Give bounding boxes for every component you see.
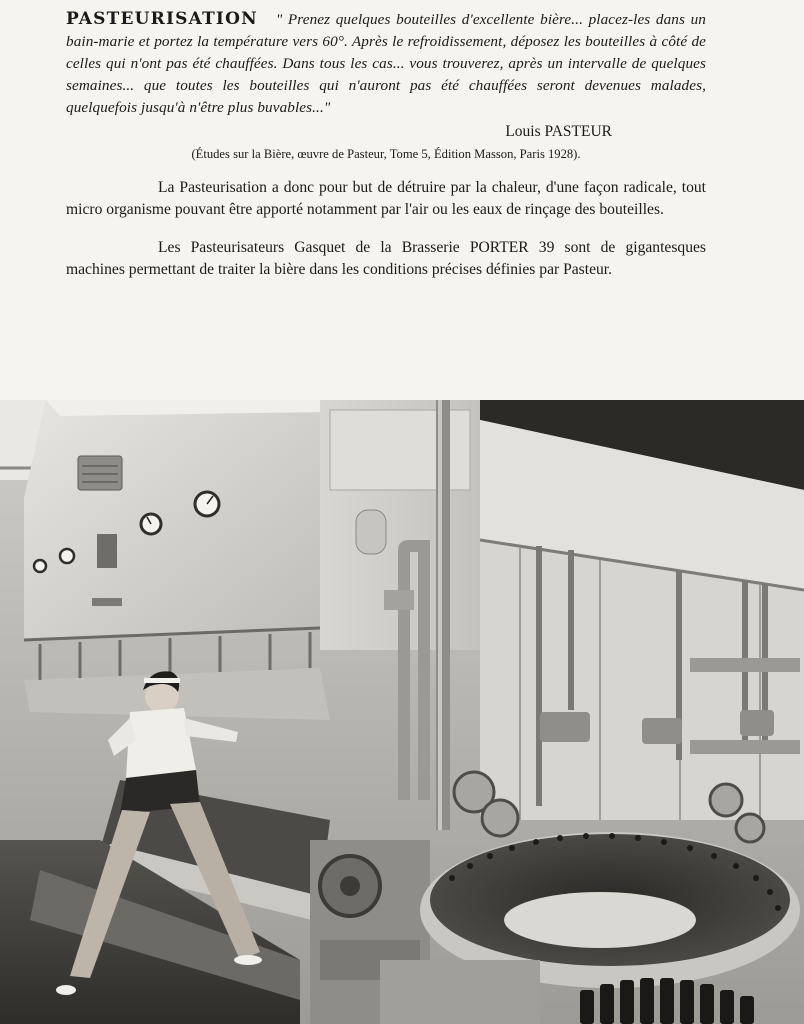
pasteur-quote: " Prenez quelques bouteilles d'excellente bière... placez-les dans un bain-marie et portez la température vers 60°. Après le refroidissement, déposez les bouteilles à côté de celles qui n'ont pas été chauffées. Dans tous les cas... vous trouverez, après un intervalle de quelques semaines... que toutes les bouteilles qui n'auront pas été chauffées seront devenues malades, quelquefois jusqu'à n'être plus buvables..." (66, 11, 706, 116)
pasteurizer-photo (0, 400, 804, 1024)
carousel-guard (380, 960, 540, 1024)
paragraph-machines: Les Pasteurisateurs Gasquet de la Brasserie PORTER 39 sont de gigantesques machines permettant de traiter la bière dans les conditions précises définies par Pasteur. (66, 239, 706, 278)
quote-reference: (Études sur la Bière, œuvre de Pasteur, Tome 5, Édition Masson, Paris 1928). (191, 147, 581, 161)
article-heading: PASTEURISATION (66, 9, 258, 29)
article-text (66, 8, 706, 281)
quote-author: Louis PASTEUR (505, 123, 612, 140)
carousel-center (504, 892, 696, 948)
vent-grille (78, 456, 122, 490)
pasteur-quote-paragraph (66, 8, 706, 119)
pasteurizer-housing-left (24, 400, 330, 640)
pasteurizer-illustration (0, 400, 804, 1024)
paragraph-purpose: La Pasteurisation a donc pour but de détruire par la chaleur, d'une façon radicale, tout micro organisme pouvant être apporté notamment par l'air ou les eaux de rinçage des bouteilles. (66, 179, 706, 218)
control-box (97, 534, 117, 568)
